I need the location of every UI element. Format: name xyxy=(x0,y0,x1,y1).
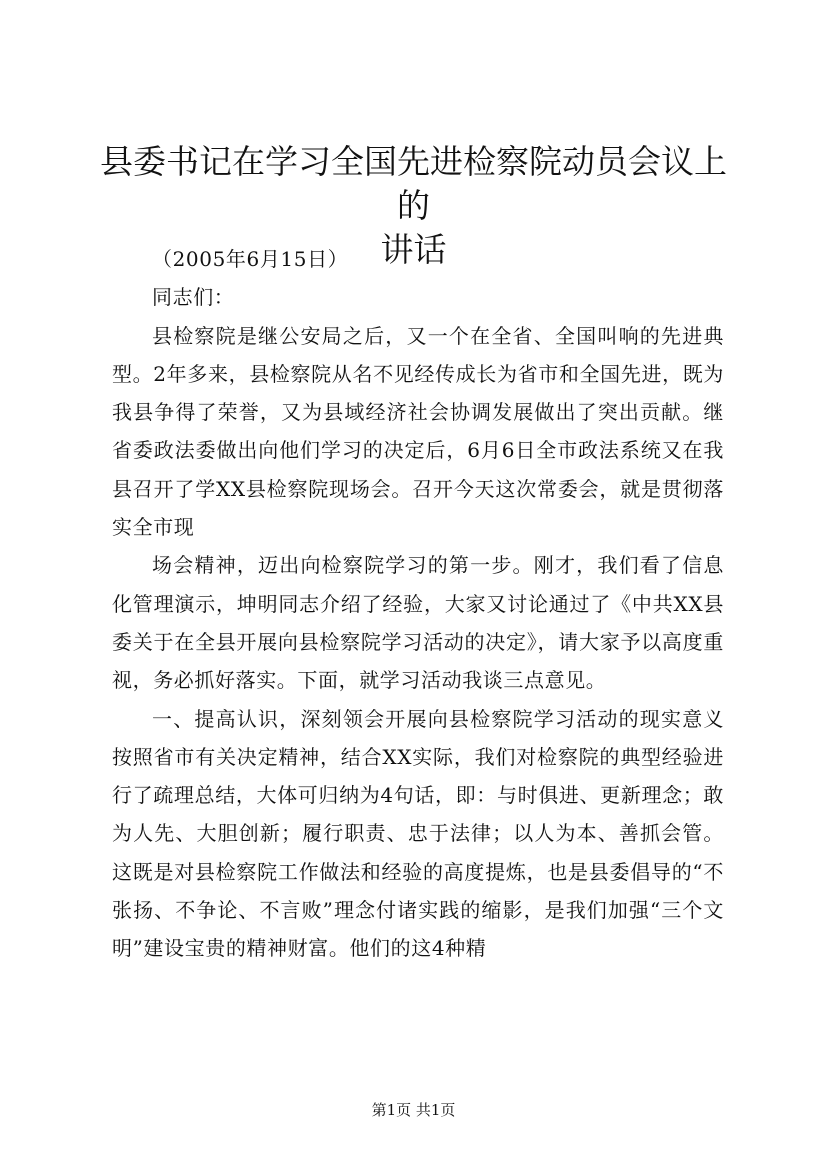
speech-date: （2005年6月15日） xyxy=(152,247,349,271)
page-footer: 第1页 共1页 xyxy=(371,1101,456,1119)
paragraph-3: 一、提高认识，深刻领会开展向县检察院学习活动的现实意义按照省市有关决定精神，结合XX实际，我们对检察院的典型经验进行了疏理总结，大体可归纳为4句话，即：与时俱进、更新理念；敢为人先、大胆创新；履行职责、忠于法律；以人为本、善抓会管。这既是对县检察院工作做法和经验的高度提炼，也是县委倡导的“不张扬、不争论、不言败”理念付诸实践的缩影，是我们加强“三个文明”建设宝贵的精神财富。他们的这4种精 xyxy=(112,706,724,961)
document-body xyxy=(112,240,724,968)
title-line-1: 县委书记在学习全国先进检察院动员会议上的 xyxy=(100,142,727,225)
paragraph-1: 县检察院是继公安局之后，又一个在全省、全国叫响的先进典型。2年多来，县检察院从名不见经传成长为省市和全国先进，既为我县争得了荣誉，又为县域经济社会协调发展做出了突出贡献。继省委政法委做出向他们学习的决定后，6月6日全市政法系统又在我县召开了学XX县检察院现场会。召开今天这次常委会，就是贯彻落实全市现 xyxy=(112,323,724,540)
title-line-2: 讲话 xyxy=(380,230,447,269)
paragraph-2: 场会精神，迈出向检察院学习的第一步。刚才，我们看了信息化管理演示，坤明同志介绍了经验，大家又讨论通过了《中共XX县委关于在全县开展向县检察院学习活动的决定》，请大家予以高度重视，务必抓好落实。下面，就学习活动我谈三点意见。 xyxy=(112,553,724,693)
salutation: 同志们： xyxy=(152,285,235,310)
